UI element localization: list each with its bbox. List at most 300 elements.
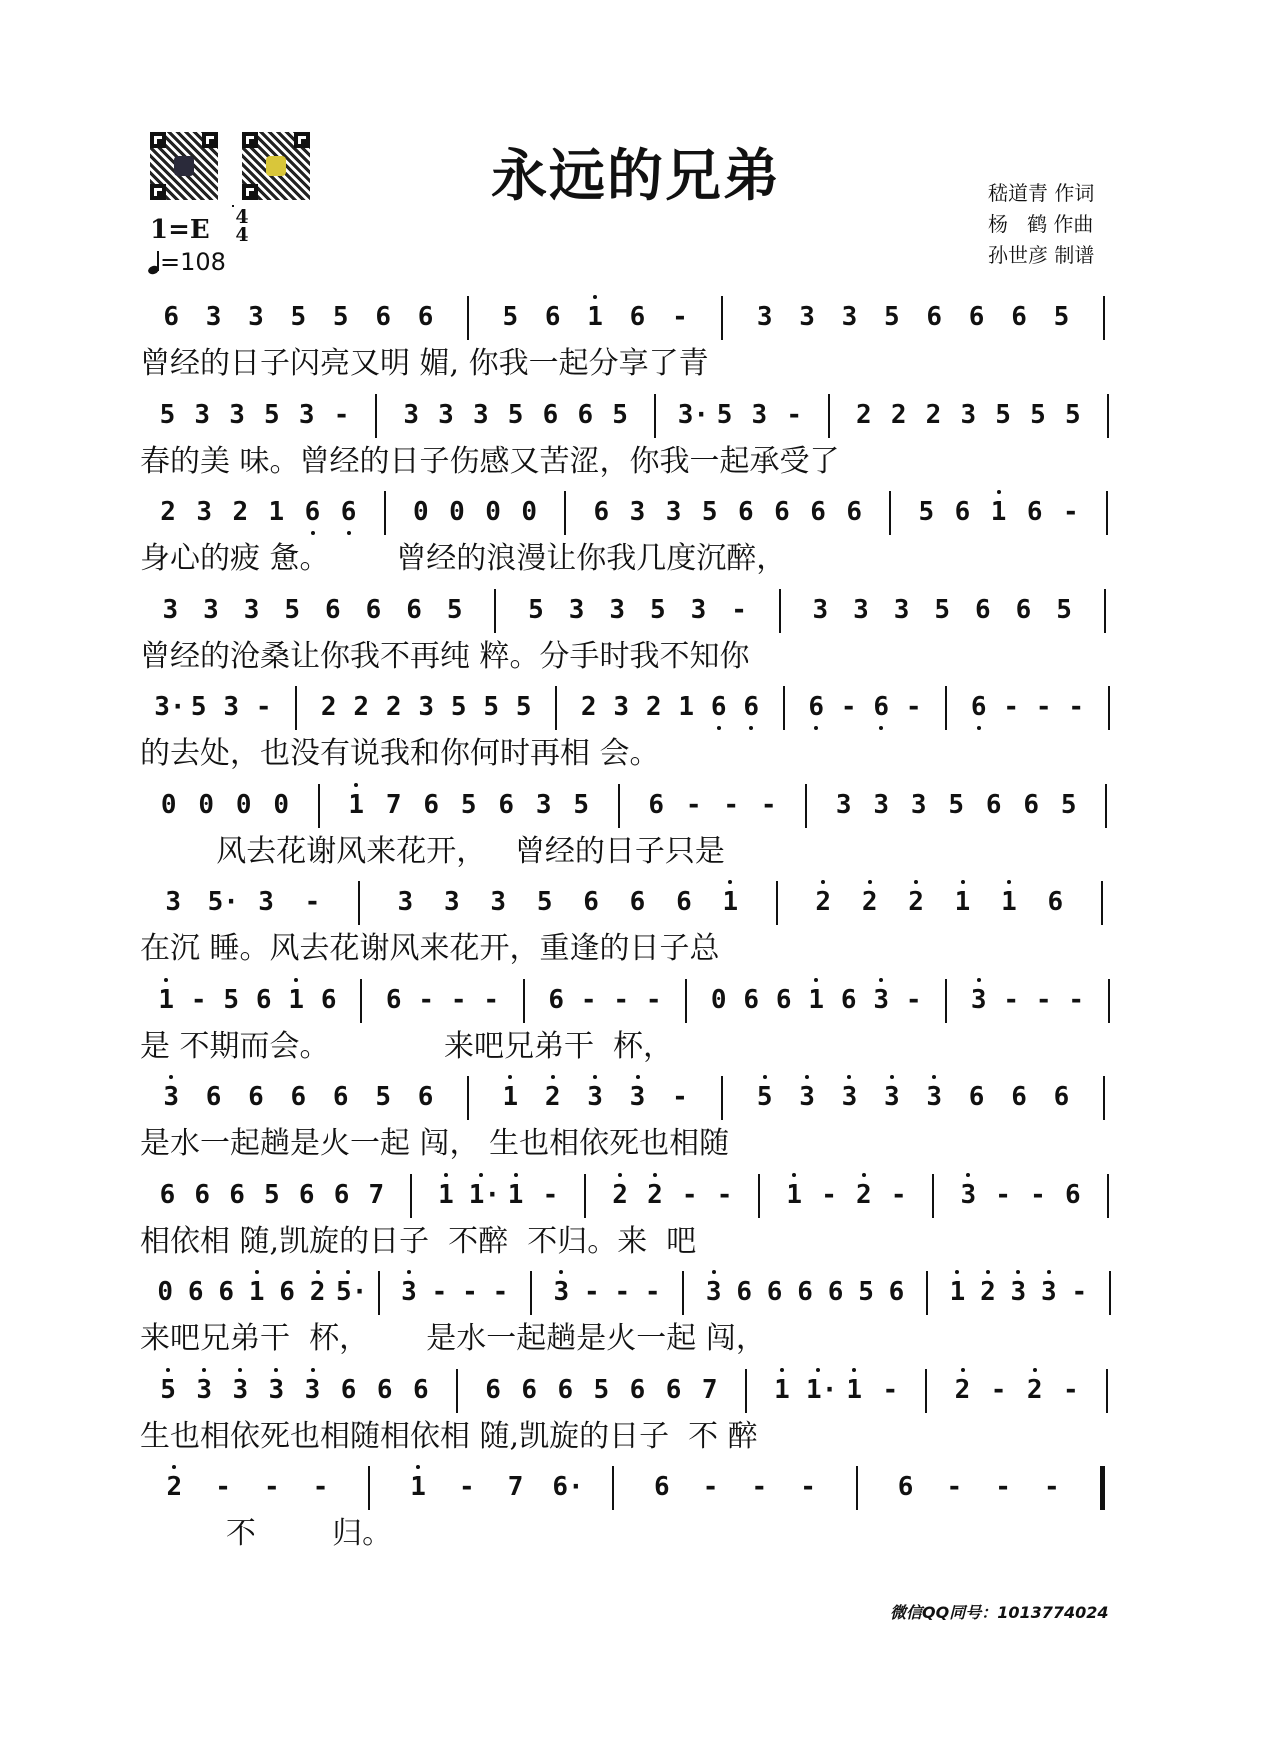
score-system [140,1470,1125,1566]
note: 2 [353,692,370,722]
note: 5 [483,692,500,722]
note: 3 [960,399,977,430]
note: 5· [336,1275,360,1309]
note: 3 [756,302,773,332]
note: 5 [934,594,951,625]
dash: - [613,984,630,1015]
note: 5 [156,1373,180,1407]
note: 3 [298,399,315,430]
dash: - [459,1472,475,1502]
note: 1 [997,885,1021,919]
barline [612,1466,614,1510]
barline [523,979,525,1023]
note: 5 [948,789,965,820]
note: 3 [397,887,414,917]
note: 2 [976,1275,1000,1309]
final-barline [1100,1466,1105,1510]
note: 3· [677,399,710,430]
dash: - [450,984,467,1015]
note: 1 [498,1080,522,1114]
barline [378,1271,380,1315]
note: 6 [1015,594,1032,625]
note: 3 [665,497,682,527]
dash: - [1003,984,1020,1015]
note: 3 [837,1080,861,1114]
barline [889,491,891,535]
barline [494,589,496,633]
note: 2 [232,497,249,527]
dash: - [645,984,662,1015]
barline [384,491,386,535]
note: 5 [593,1374,610,1405]
lyrics-line: 是 不期而会。 来吧兄弟干 杯， [140,1028,674,1064]
note: 6 [1047,887,1064,917]
song-title: 永远的兄弟 [491,143,781,209]
note: 5 [884,302,900,332]
note: 6 [279,1277,295,1307]
dash: - [681,1179,698,1210]
note: 6 [187,1277,204,1307]
note: 2 [645,692,662,722]
barline [721,1076,723,1120]
barline [1107,394,1109,438]
note: 6 [320,984,337,1015]
note: 3 [443,887,460,917]
note: 5 [701,497,718,527]
score-system [140,1178,1125,1274]
note: 6 [365,594,382,625]
note: 6 [255,984,272,1015]
note: 6 [290,1082,307,1112]
note: 6 [542,399,559,430]
note: 6 [205,1082,222,1112]
note: 0 [235,789,252,820]
note: 5 [753,1080,777,1114]
note: 5 [264,1179,280,1210]
note: 3 [438,399,454,430]
note: 1 [842,1373,866,1407]
note: 3 [956,1178,980,1212]
note: 5 [460,789,477,820]
barline [564,491,566,535]
note: 6 [1023,789,1040,820]
key-signature: 1=E [150,215,210,245]
note: 0 [198,789,215,820]
barline [925,1369,927,1413]
dash: - [1035,984,1052,1015]
dash: - [1068,692,1085,722]
lyrics-line: 是水一起趟是火一起 闯， 生也相依死也相随 [140,1126,730,1161]
lyrics-line: 不 归。 [140,1516,393,1551]
note: 3 [880,1080,904,1114]
score-system [140,983,1125,1079]
note: 3 [1006,1275,1030,1309]
note: 5 [1053,302,1070,332]
note: 5 [159,399,176,430]
note: 2 [858,885,882,919]
note: 3 [629,497,646,527]
note: 2 [811,885,835,919]
note: 6 [229,1179,245,1210]
note: 1 [154,983,178,1017]
dash: - [905,984,922,1015]
note: 3 [159,1080,183,1114]
tempo-marking: =108 [148,248,226,276]
barline [1106,1369,1108,1413]
note: 6 [1053,1082,1070,1112]
note: 7 [368,1179,385,1210]
note: 3 [626,1080,650,1114]
barline [1106,491,1108,535]
score-system [140,593,1125,689]
note: 2 [1023,1373,1047,1407]
note: 3 [549,1275,573,1309]
note: 1 [434,1178,458,1212]
barline [1109,1271,1111,1315]
note: 2 [160,497,176,527]
note: 6 [375,302,391,332]
dash: - [946,1472,963,1502]
note: 3 [264,1373,288,1407]
dash: - [890,1179,907,1210]
note: 6 [968,302,985,332]
barline [368,1466,370,1510]
note: 6 [417,1082,434,1112]
note: 1 [583,300,607,334]
note: 3· [154,692,186,722]
note: 1 [718,885,742,919]
note: 5 [528,594,544,625]
note: 2 [904,885,928,919]
dash: - [312,1472,329,1502]
note: 6 [629,302,646,332]
note: 3 [203,594,219,625]
note: 1 [770,1373,794,1407]
note: 6 [743,984,760,1015]
note: 5 [1056,594,1072,625]
barline [932,1174,934,1218]
note: 2 [925,399,942,430]
lyricist-credit: 嵇道青 作词 [988,181,1095,205]
note: 2 [856,399,872,430]
note: 6· [552,1472,584,1502]
note: 3 [490,887,507,917]
note: 6 [665,1374,682,1405]
note: 6 [736,1277,752,1307]
lyrics-line: 身心的疲 惫。 曾经的浪漫让你我几度沉醉， [140,541,787,576]
note: 6 [544,302,561,332]
note: 5 [995,399,1011,430]
barline [358,881,360,925]
note: 6 [846,497,862,527]
dash: - [1003,692,1020,722]
note: 0 [521,497,537,527]
dash: - [483,984,500,1015]
barline [1103,1076,1105,1120]
note: 5 [446,594,463,625]
dash: - [215,1472,231,1502]
lyrics-line: 在沉 睡。风去花谢风来花开，重逢的日子总 [140,931,720,966]
dash: - [672,1082,688,1112]
score-system [140,1275,1125,1371]
note: 3 [162,594,179,625]
note: 5 [190,692,207,722]
dash: - [431,1277,448,1307]
note: 3 [690,594,707,625]
note: 6 [406,594,422,625]
barline [779,589,781,633]
barline [1101,881,1103,925]
score-system [140,788,1125,884]
note: 5 [1060,789,1077,820]
note: 7 [507,1472,524,1502]
score-system [140,1373,1125,1469]
note: 5· [207,887,239,917]
note: 2 [306,1275,330,1309]
dash: - [462,1277,478,1307]
barline [530,1271,532,1315]
barline [721,296,723,340]
note: 6 [218,1277,234,1307]
note: 0 [710,984,727,1015]
note: 3 [922,1080,946,1114]
dash: - [821,1179,837,1210]
note: 2 [608,1178,632,1212]
lyrics-line: 曾经的沧桑让你我不再纯 粹。分手时我不知你 [140,638,750,674]
dash: - [190,984,207,1015]
note: 6 [654,1472,670,1502]
note: 0 [157,1277,174,1307]
barline [783,686,785,730]
note: 2 [643,1178,667,1212]
dash: - [995,1179,1011,1210]
dash: - [492,1277,509,1307]
dash: - [800,1472,816,1502]
note: 6 [521,1374,537,1405]
note: 6 [810,497,826,527]
dash: - [264,1472,280,1502]
note: 6 [1064,1179,1081,1210]
score-system [140,690,1125,786]
barline [1103,296,1105,340]
barline [945,686,947,730]
note: 2 [541,1080,565,1114]
note: 6 [629,887,646,917]
note: 1 [782,1178,806,1212]
barline [654,394,656,438]
note: 3 [812,594,829,625]
note: 3 [205,302,222,332]
note: 6 [827,1277,844,1307]
barline [467,296,469,340]
note: 5 [1064,399,1081,430]
note: 3 [223,692,240,722]
note: 6 [333,1179,350,1210]
note: 3 [609,594,626,625]
note: 5 [375,1082,391,1112]
dash: - [644,1277,661,1307]
note: 6 [548,984,565,1015]
dash: - [1035,692,1052,722]
score-system [140,885,1125,981]
note: 6 [298,1179,315,1210]
dash: - [1068,984,1085,1015]
dash: - [716,1179,733,1210]
barline [555,686,557,730]
note: 6 [332,1082,349,1112]
note: 5 [1030,399,1046,430]
note: 3 [873,789,890,820]
note: 6 [163,302,180,332]
note: 3 [613,692,630,722]
note: 3 [795,1080,819,1114]
barline [1108,686,1110,730]
lyrics-line: 来吧兄弟干 杯， 是水一起趟是火一起 闯， [140,1321,766,1356]
note: 5 [502,302,519,332]
note: 3 [535,789,552,820]
dash: - [685,789,702,820]
note: 6 [301,495,325,529]
note: 1 [406,1470,430,1504]
note: 3 [751,399,768,430]
note: 2 [852,1178,876,1212]
note: 6 [869,690,893,724]
note: 6 [629,1374,646,1405]
note: 1· [806,1373,830,1407]
note: 3 [194,399,211,430]
arranger-credit: 孙世彦 制谱 [988,243,1095,267]
dash: - [1044,1472,1060,1502]
barline [467,1076,469,1120]
note: 6 [1011,1082,1027,1112]
note: 5 [332,302,349,332]
barline [682,1271,684,1315]
credits [988,178,1094,271]
barline [318,784,320,828]
note: 3 [248,302,264,332]
barline [295,686,297,730]
time-signature: 4 4 [232,208,252,244]
dash: - [840,692,857,722]
note: 6 [840,984,857,1015]
note: 6 [337,495,361,529]
note: 6 [797,1277,813,1307]
note: 6 [324,594,341,625]
note: 6 [557,1374,574,1405]
lyrics-line: 生也相依死也相随相依相 随,凯旋的日子 不 醉 [140,1418,758,1454]
note: 5 [507,399,524,430]
note: 3 [853,594,869,625]
note: 0 [413,497,429,527]
note: 1 [344,788,368,822]
score-system [140,300,1125,396]
note: 6 [774,497,790,527]
note: 6 [485,1374,501,1405]
score-system [140,495,1125,591]
dash: - [304,887,321,917]
barline [1108,979,1110,1023]
note: 3 [418,692,435,722]
dash: - [1063,1374,1079,1405]
note: 3 [472,399,489,430]
note: 7 [701,1374,718,1405]
note: 3 [196,497,212,527]
dash: - [583,1277,600,1307]
note: 6 [804,690,828,724]
note: 6 [954,497,971,527]
note: 6 [423,789,440,820]
note: 5 [858,1277,874,1307]
note: 2 [385,692,402,722]
note: 5 [612,399,628,430]
note: 6 [775,984,792,1015]
note: 5 [918,497,935,527]
note: 2 [890,399,907,430]
note: 6 [897,1472,914,1502]
note: 3 [1037,1275,1061,1309]
note: 3 [229,399,245,430]
barline [1105,784,1107,828]
note: 6 [648,789,665,820]
note: 6 [738,497,754,527]
note: 6 [248,1082,264,1112]
note: 6 [413,1374,429,1405]
note: 5 [573,789,590,820]
note: 6 [739,690,763,724]
lyrics-line: 曾经的日子闪亮又明 媚, 你我一起分享了青 [140,346,709,381]
barline [828,394,830,438]
composer-credit: 杨 鹤 作曲 [988,212,1094,236]
dash: - [731,594,747,625]
lyrics-line: 相依相 随,凯旋的日子 不醉 不归。来 吧 [140,1223,697,1259]
note: 6 [340,1374,357,1405]
note: 6 [376,1374,393,1405]
note: 6 [985,789,1002,820]
quarter-note-icon [148,252,160,276]
note: 6 [194,1179,211,1210]
barline [584,1174,586,1218]
note: 3 [397,1275,421,1309]
note: 3 [192,1373,216,1407]
note: 0 [485,497,501,527]
note: 6 [967,690,991,724]
dash: - [995,1472,1011,1502]
dash: - [418,984,435,1015]
dash: - [905,692,922,722]
note: 6 [1026,497,1043,527]
dash: - [333,399,350,430]
note: 3 [869,983,893,1017]
note: 3 [228,1373,252,1407]
note: 3 [841,302,858,332]
note: 6 [1011,302,1027,332]
note: 3 [702,1275,726,1309]
note: 1 [945,1275,969,1309]
barline [456,1369,458,1413]
note: 0 [449,497,465,527]
barline [805,784,807,828]
note: 5 [450,692,467,722]
note: 0 [160,789,177,820]
dash: - [882,1374,899,1405]
dash: - [786,399,803,430]
note: 6 [926,302,943,332]
barline [776,881,778,925]
barline [745,1369,747,1413]
note: 5 [649,594,666,625]
note: 3 [301,1373,325,1407]
lyrics-line: 风去花谢风来花开， 曾经的日子只是 [140,833,725,869]
